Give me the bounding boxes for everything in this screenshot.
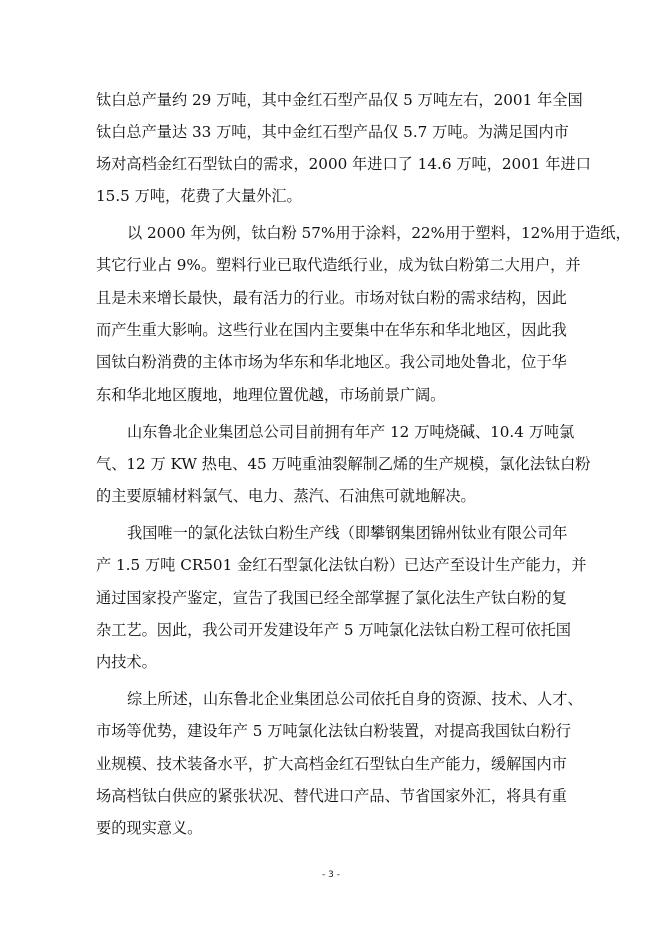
page-number: - 3 - xyxy=(322,870,340,880)
text-line: 钛白总产量约 29 万吨，其中金红石型产品仅 5 万吨左右，2001 年全国 xyxy=(96,91,583,109)
text-line: 业规模、技术装备水平，扩大高档金红石型钛白生产能力，缓解国内市 xyxy=(96,755,567,773)
text-line: 的主要原辅材料氯气、电力、蒸汽、石油焦可就地解决。 xyxy=(96,487,476,505)
text-line: 其它行业占 9%。塑料行业已取代造纸行业，成为钛白粉第二大用户，并 xyxy=(96,256,581,274)
text-line: 山东鲁北企业集团总公司目前拥有年产 12 万吨烧碱、10.4 万吨氯 xyxy=(127,423,575,441)
text-line: 国钛白粉消费的主体市场为华东和华北地区。我公司地处鲁北，位于华 xyxy=(96,353,567,371)
text-line: 场对高档金红石型钛白的需求，2000 年进口了 14.6 万吨，2001 年进口 xyxy=(96,155,591,173)
text-line: 我国唯一的氯化法钛白粉生产线（即攀钢集团锦州钛业有限公司年 xyxy=(127,524,568,542)
text-line: 内技术。 xyxy=(96,653,157,671)
text-line: 而产生重大影响。这些行业在国内主要集中在华东和华北地区，因此我 xyxy=(96,321,567,339)
text-line: 15.5 万吨，花费了大量外汇。 xyxy=(96,187,302,205)
text-line: 东和华北地区腹地，地理位置优越，市场前景广阔。 xyxy=(96,386,446,404)
text-line: 产 1.5 万吨 CR501 金红石型氯化法钛白粉）已达产至设计生产能力，并 xyxy=(96,556,587,574)
text-line: 要的现实意义。 xyxy=(96,819,203,837)
text-line: 综上所述，山东鲁北企业集团总公司依托自身的资源、技术、人才、 xyxy=(127,690,583,708)
text-line: 气、12 万 KW 热电、45 万吨重油裂解制乙烯的生产规模，氯化法钛白粉 xyxy=(96,455,591,473)
text-line: 市场等优势，建设年产 5 万吨氯化法钛白粉装置，对提高我国钛白粉行 xyxy=(96,722,571,740)
text-line: 通过国家投产鉴定，宣告了我国已经全部掌握了氯化法生产钛白粉的复 xyxy=(96,589,567,607)
text-line: 且是未来增长最快，最有活力的行业。市场对钛白粉的需求结构，因此 xyxy=(96,289,567,307)
text-line: 以 2000 年为例，钛白粉 57%用于涂料，22%用于塑料，12%用于造纸， xyxy=(127,224,631,242)
text-line: 杂工艺。因此，我公司开发建设年产 5 万吨氯化法钛白粉工程可依托国 xyxy=(96,621,571,639)
text-line: 场高档钛白供应的紧张状况、替代进口产品、节省国家外汇，将具有重 xyxy=(96,787,567,805)
text-line: 钛白总产量达 33 万吨，其中金红石型产品仅 5.7 万吨。为满足国内市 xyxy=(96,123,569,141)
